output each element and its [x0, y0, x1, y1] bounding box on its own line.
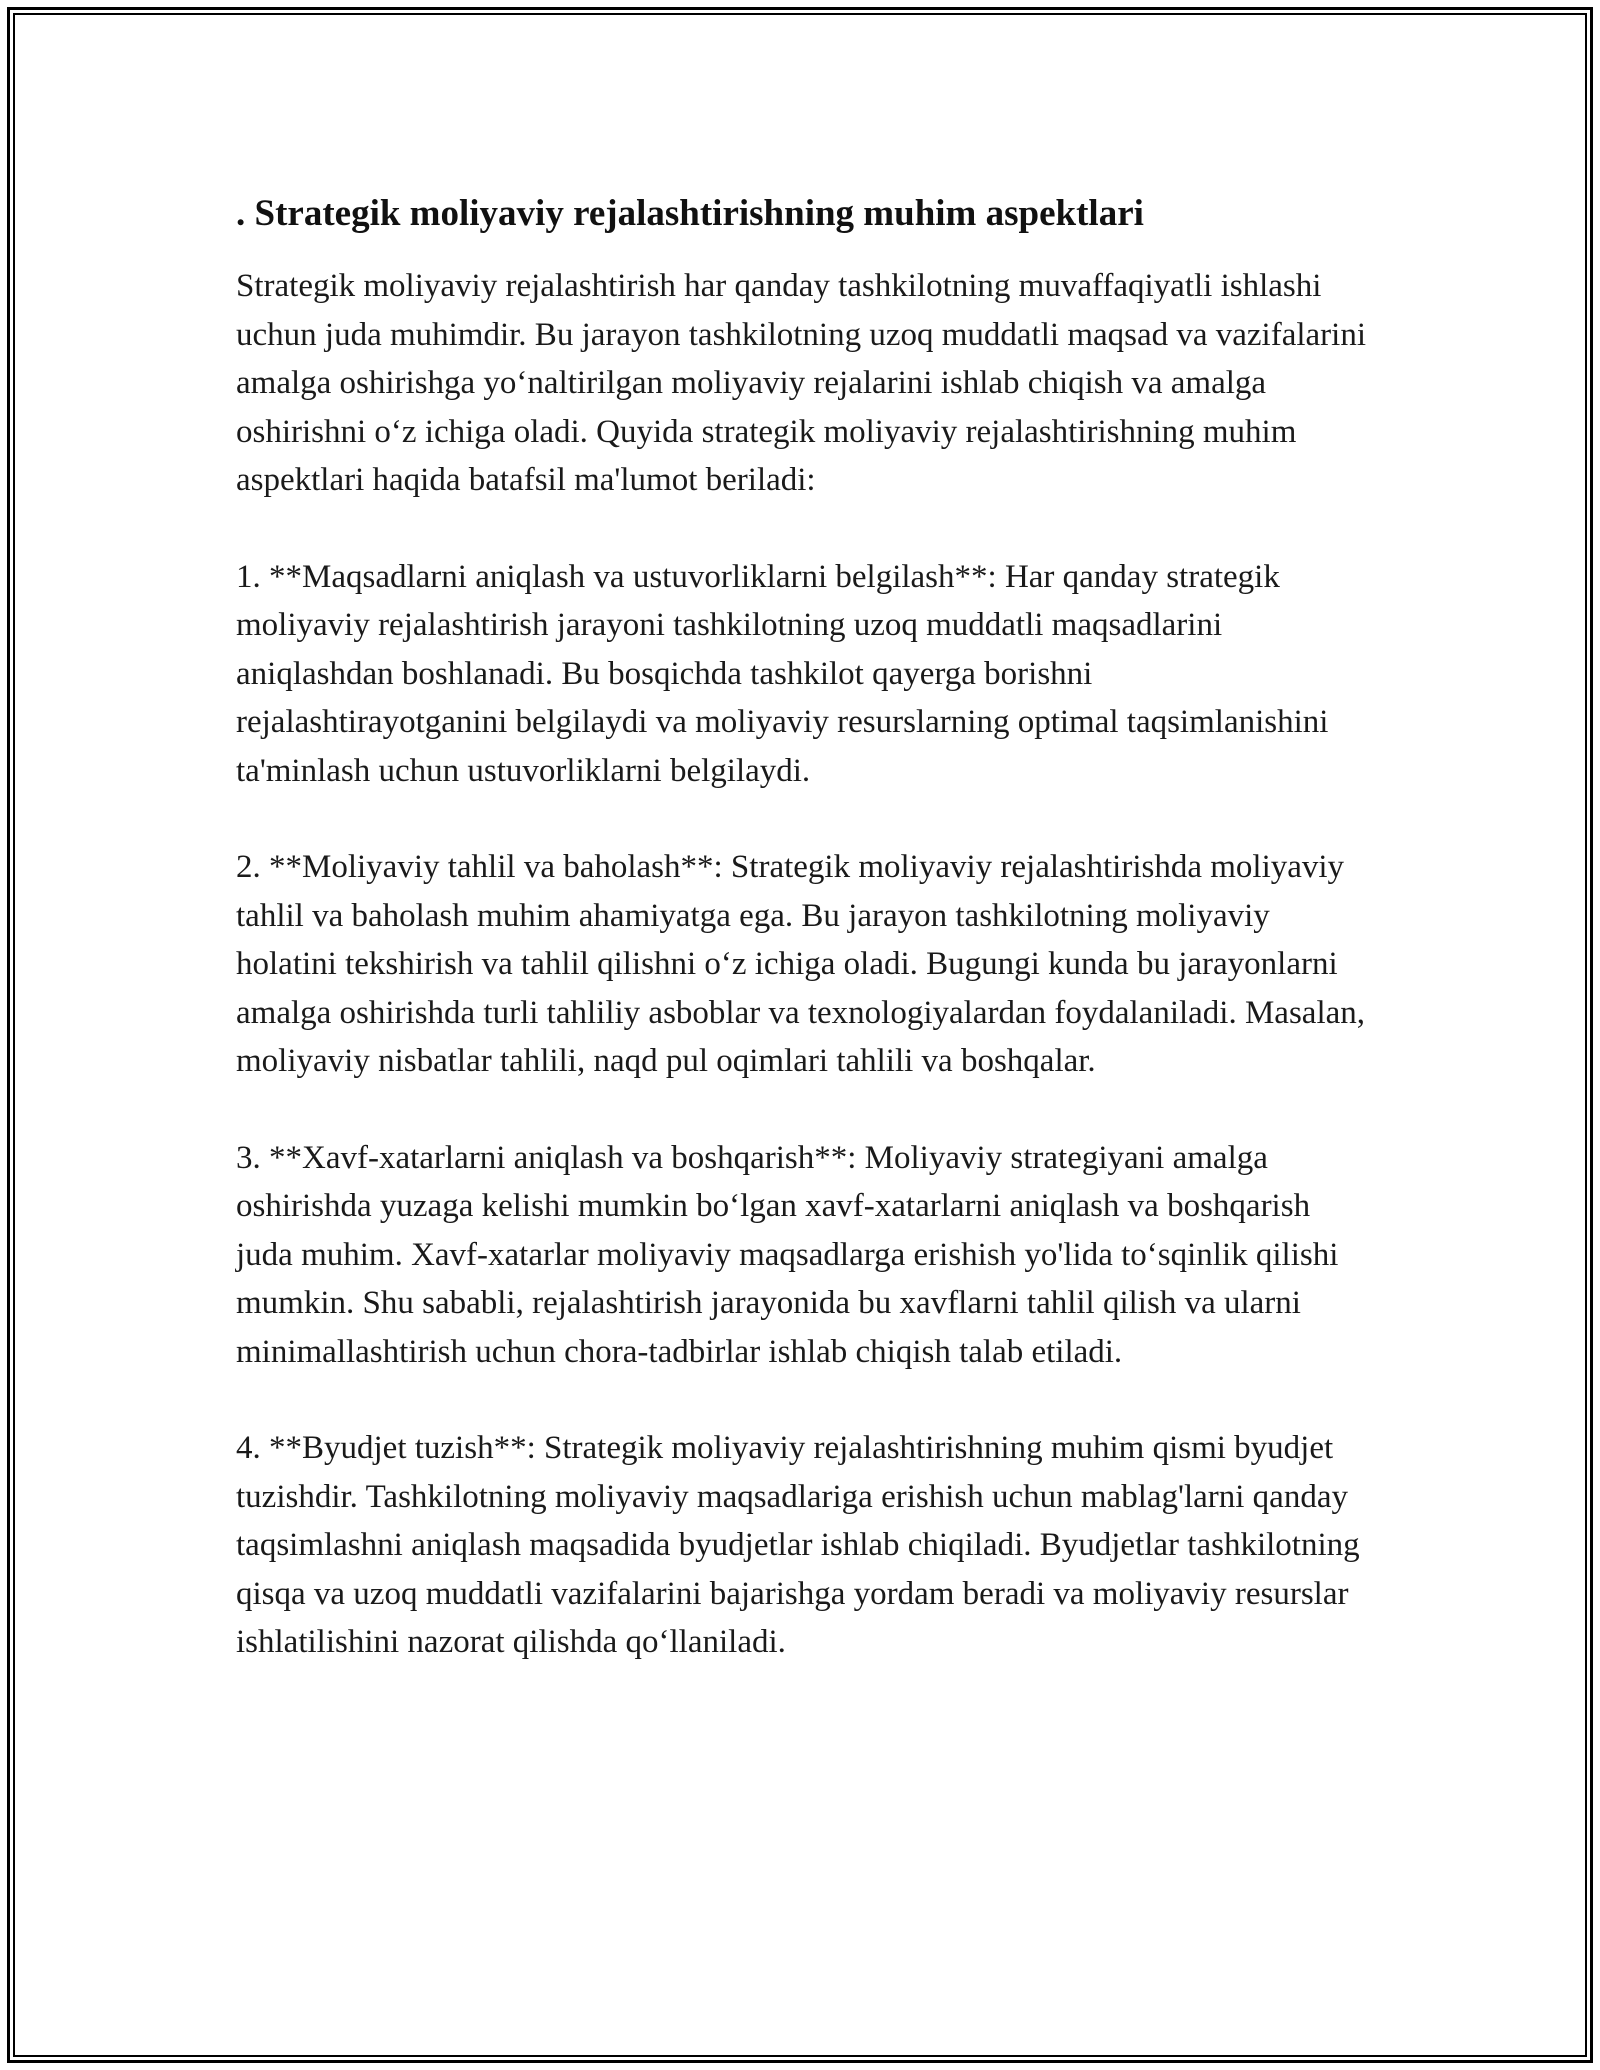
paragraph-budget: 4. **Byudjet tuzish**: Strategik moliyaviy rejalashtirishning muhim qismi byudjet tuzishdir. Tashkilotning moliyaviy maqsadlariga erishish uchun mablag'larni qanday taqsimlashni aniqlash maqsadida byudjetlar ishlab chiqiladi. Byudjetlar tashkilotning qisqa va uzoq muddatli vazifalarini bajarishga yordam beradi va moliyaviy resurslar ishlatilishini nazorat qilishda qoʻllaniladi. — [236, 1430, 1360, 1660]
paragraph-analysis: 2. **Moliyaviy tahlil va baholash**: Strategik moliyaviy rejalashtirishda moliyaviy tahlil va baholash muhim ahamiyatga ega. Bu jarayon tashkilotning moliyaviy holatini tekshirish va tahlil qilishni oʻz ichiga oladi. Bugungi kunda bu jarayonlarni amalga oshirishda turli tahliliy asboblar va texnologiyalardan foydalaniladi. Masalan, moliyaviy nisbatlar tahlili, naqd pul oqimlari tahlili va boshqalar. — [236, 849, 1366, 1079]
intro-paragraph: Strategik moliyaviy rejalashtirish har qanday tashkilotning muvaffaqiyatli ishlashi uchun juda muhimdir. Bu jarayon tashkilotning uzoq muddatli maqsad va vazifalarini amalga oshirishga yoʻnaltirilgan moliyaviy rejalarini ishlab chiqish va amalga oshirishni oʻz ichiga oladi. Quyida strategik moliyaviy rejalashtirishning muhim aspektlari haqida batafsil ma'lumot beriladi: — [236, 268, 1367, 498]
document-title: . Strategik moliyaviy rejalashtirishning muhim aspektlari — [236, 193, 1144, 234]
paragraph-risks: 3. **Xavf-xatarlarni aniqlash va boshqarish**: Moliyaviy strategiyani amalga oshirishda yuzaga kelishi mumkin boʻlgan xavf-xatarlarni aniqlash va boshqarish juda muhim. Xavf-xatarlar moliyaviy maqsadlarga erishish yo'lida toʻsqinlik qilishi mumkin. Shu sababli, rejalashtirish jarayonida bu xavflarni tahlil qilish va ularni minimallashtirish uchun chora-tadbirlar ishlab chiqish talab etiladi. — [236, 1139, 1339, 1370]
paragraph-goals: 1. **Maqsadlarni aniqlash va ustuvorliklarni belgilash**: Har qanday strategik moliyaviy rejalashtirish jarayoni tashkilotning uzoq muddatli maqsadlarini aniqlashdan boshlanadi. Bu bosqichda tashkilot qayerga borishni rejalashtirayotganini belgilaydi va moliyaviy resurslarning optimal taqsimlanishini ta'minlash uchun ustuvorliklarni belgilaydi. — [236, 558, 1329, 789]
document-body — [236, 188, 1366, 1715]
